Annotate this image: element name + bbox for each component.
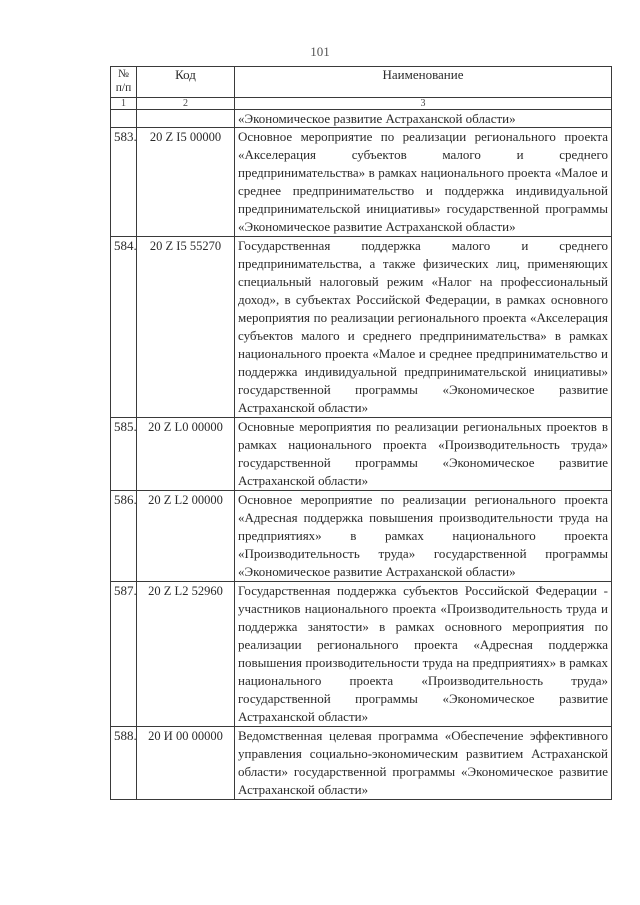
row-name: Государственная поддержка малого и среднего предпринимательства, а также физических лиц, применяющих специальный налоговый режим «Налог на профессиональный доход», в субъектах Российской Федерации, в рамках основного мероприятия по реализации регионального проекта «Акселерация субъектов малого и среднего предпринимательства» в рамках национального проекта «Малое и среднее предпринимательство и поддержка индивидуальной предпринимательской инициативы» государственной программы «Экономическое развитие Астраханской области» bbox=[235, 237, 612, 418]
table-row bbox=[111, 418, 612, 491]
continuation-code bbox=[137, 110, 235, 128]
table-header-row bbox=[111, 67, 612, 98]
row-num: 583. bbox=[111, 128, 137, 237]
row-num: 584. bbox=[111, 237, 137, 418]
row-name: Государственная поддержка субъектов Российской Федерации - участников национального проекта «Производительность труда и поддержка занятости» в рамках основного мероприятия по реализации регионального проекта «Адресная поддержка повышения производительности труда на предприятиях» в рамках национального проекта «Производительность труда» государственной программы «Экономическое развитие Астраханской области» bbox=[235, 582, 612, 727]
row-name: Основное мероприятие по реализации регионального проекта «Адресная поддержка повышения производительности труда на предприятиях» в рамках национального проекта «Производительность труда» государственной программы «Экономическое развитие Астраханской области» bbox=[235, 491, 612, 582]
row-name: Основные мероприятия по реализации региональных проектов в рамках национального проекта «Производительность труда» государственной программы «Экономическое развитие Астраханской области» bbox=[235, 418, 612, 491]
table-row bbox=[111, 491, 612, 582]
row-code: 20 Z L0 00000 bbox=[137, 418, 235, 491]
row-code: 20 И 00 00000 bbox=[137, 727, 235, 800]
row-num: 587. bbox=[111, 582, 137, 727]
row-code: 20 Z L2 52960 bbox=[137, 582, 235, 727]
table-row bbox=[111, 237, 612, 418]
continuation-num bbox=[111, 110, 137, 128]
column-index-1: 1 bbox=[111, 98, 137, 110]
table-row bbox=[111, 128, 612, 237]
row-num: 588. bbox=[111, 727, 137, 800]
header-name: Наименование bbox=[235, 67, 612, 98]
row-num: 586. bbox=[111, 491, 137, 582]
budget-code-table bbox=[110, 66, 612, 800]
table-row bbox=[111, 582, 612, 727]
row-code: 20 Z L2 00000 bbox=[137, 491, 235, 582]
header-num: № п/п bbox=[111, 67, 137, 98]
continuation-text: «Экономическое развитие Астраханской области» bbox=[235, 110, 612, 128]
row-num: 585. bbox=[111, 418, 137, 491]
continuation-row bbox=[111, 110, 612, 128]
row-code: 20 Z I5 55270 bbox=[137, 237, 235, 418]
table-row bbox=[111, 727, 612, 800]
header-code: Код bbox=[137, 67, 235, 98]
row-name: Ведомственная целевая программа «Обеспечение эффективного управления социально-экономическим развитием Астраханской области» государственной программы «Экономическое развитие Астраханской области» bbox=[235, 727, 612, 800]
page-number: 101 bbox=[310, 44, 330, 59]
column-index-2: 2 bbox=[137, 98, 235, 110]
column-index-3: 3 bbox=[235, 98, 612, 110]
row-code: 20 Z I5 00000 bbox=[137, 128, 235, 237]
row-name: Основное мероприятие по реализации регионального проекта «Акселерация субъектов малого и среднего предпринимательства» в рамках национального проекта «Малое и среднее предпринимательство и поддержка индивидуальной предпринимательской инициативы» государственной программы «Экономическое развитие Астраханской области» bbox=[235, 128, 612, 237]
column-index-row bbox=[111, 98, 612, 110]
